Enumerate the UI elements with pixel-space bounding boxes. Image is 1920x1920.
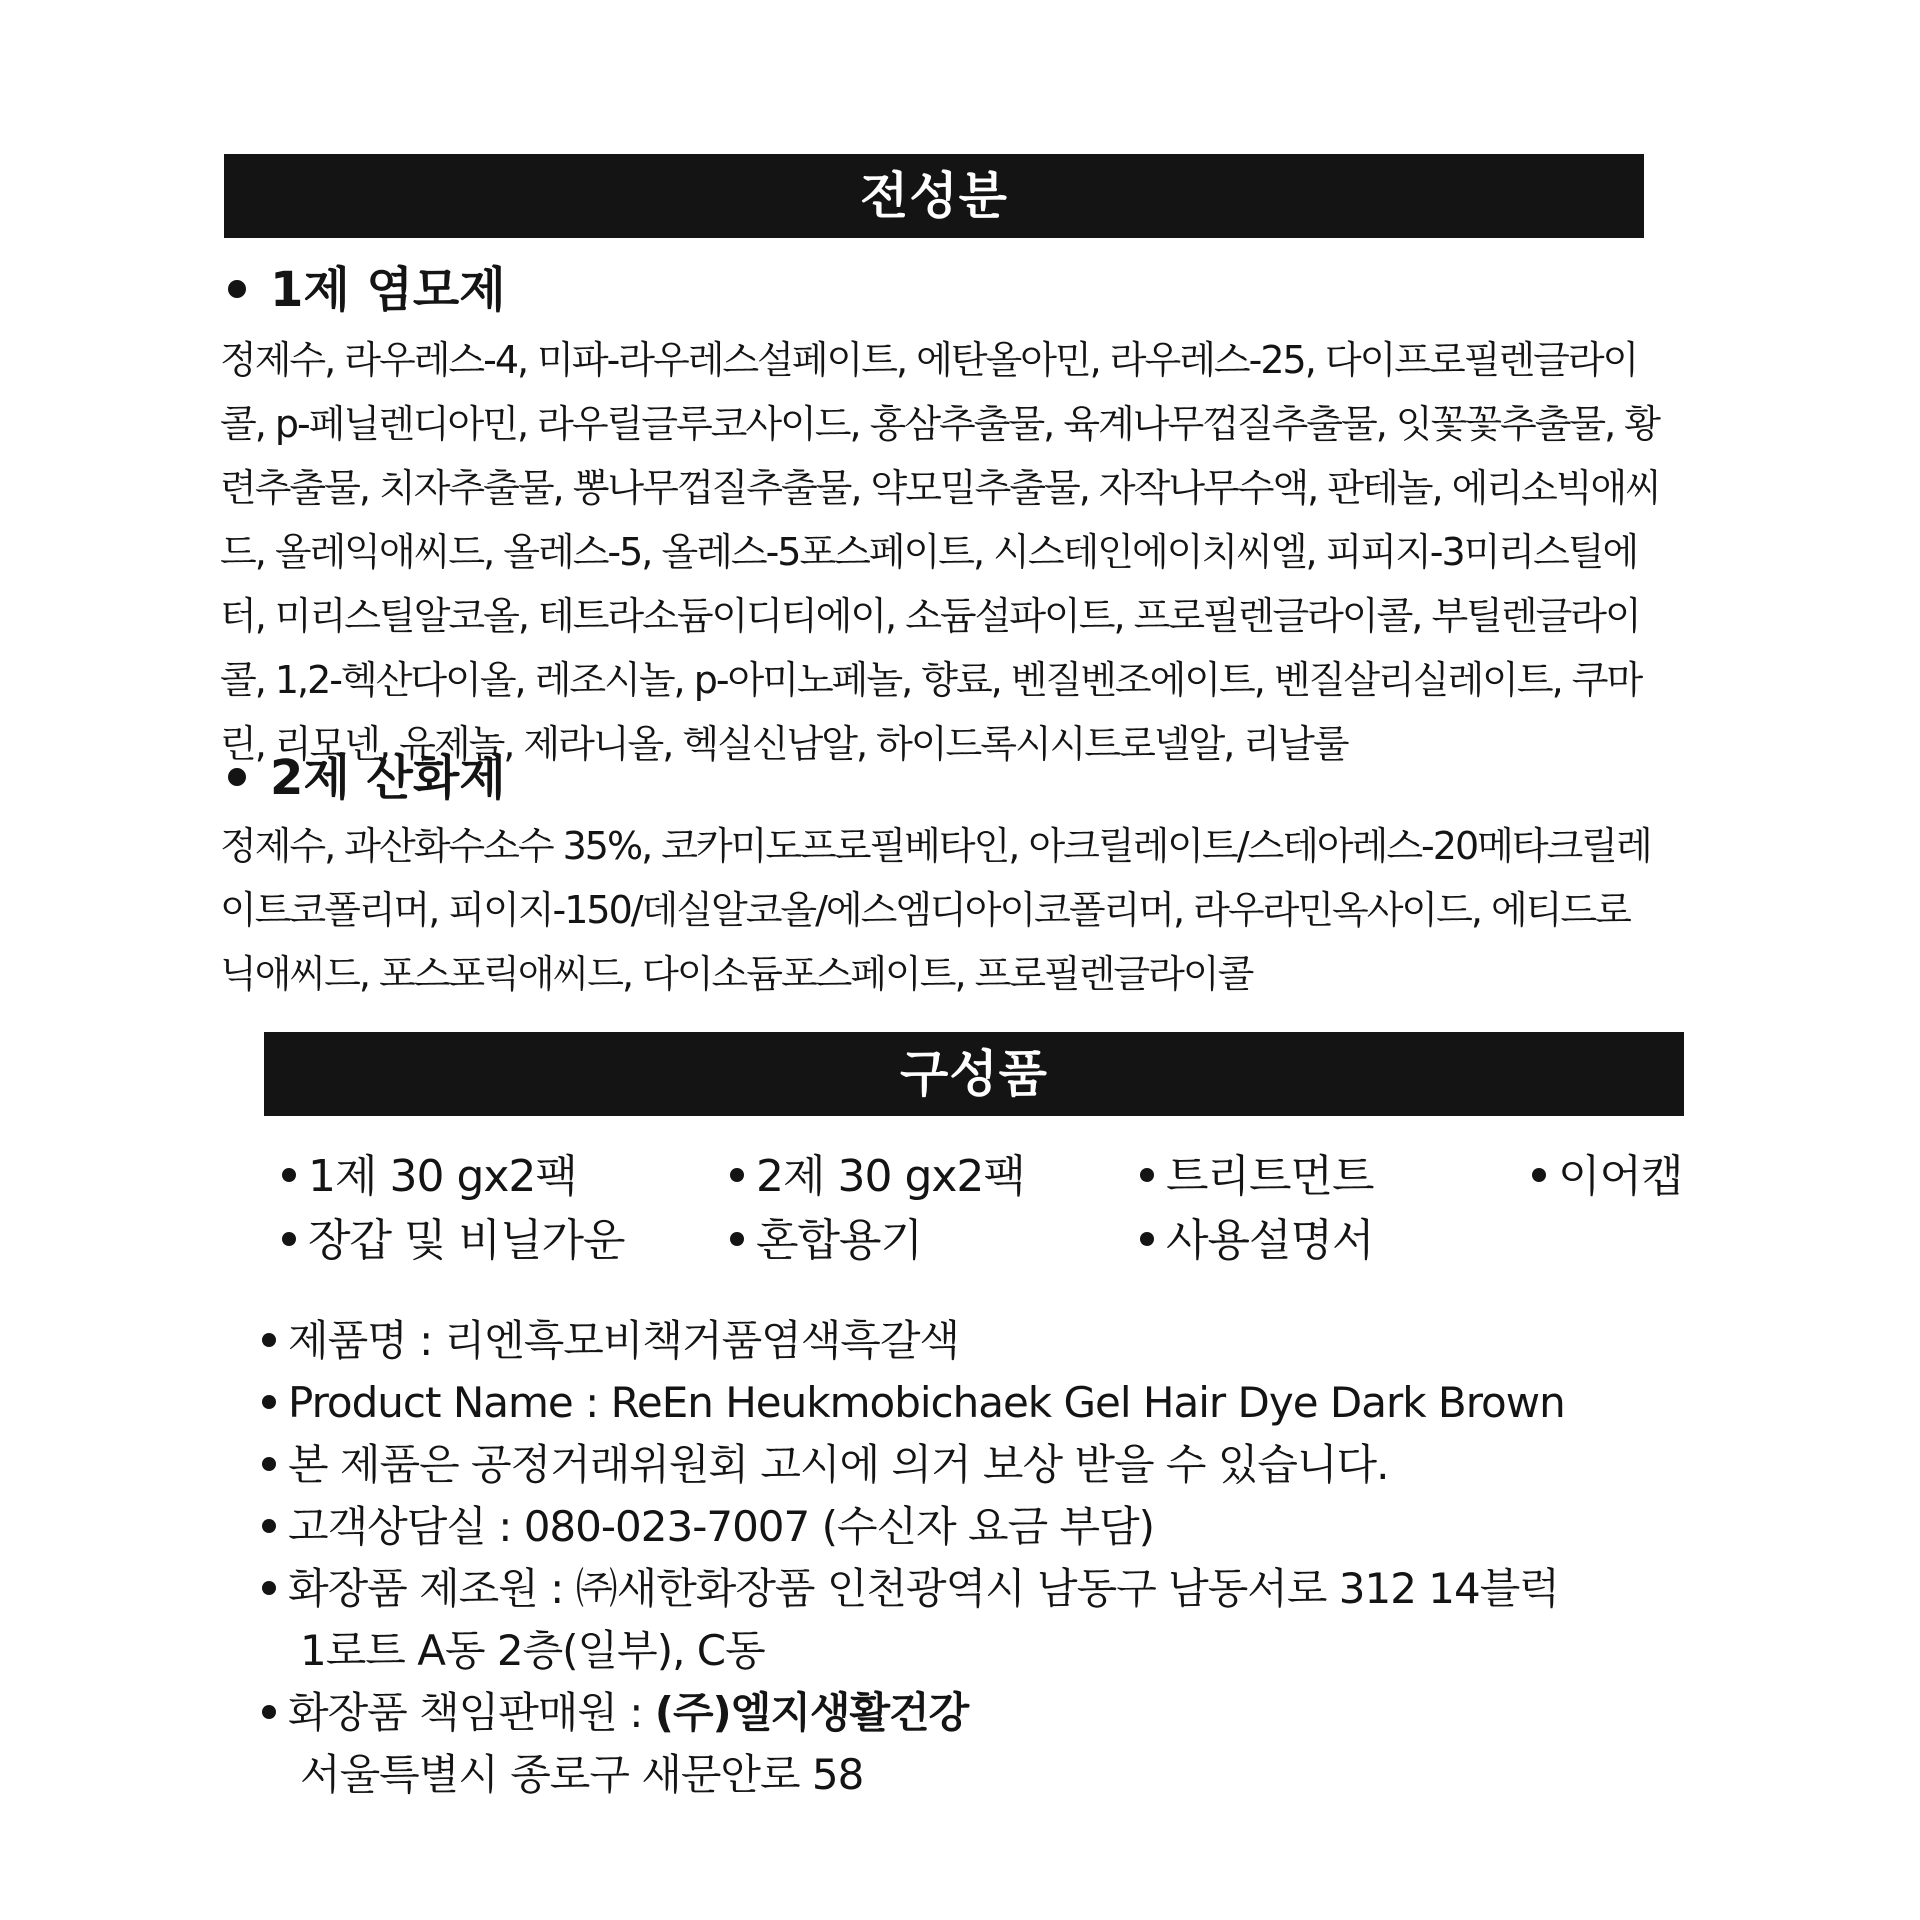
- bullet-icon: [730, 1232, 744, 1246]
- part1-ingredient-list: 정제수, 라우레스-4, 미파-라우레스설페이트, 에탄올아민, 라우레스-25, 다이프로필렌글라이콜, p-페닐렌디아민, 라우릴글루코사이드, 홍삼추출물, 육계나무껍질추출물, 잇꽃꽃추출물, 황련추출물, 치자추출물, 뽕나무껍질추출물, 약모밀추출물, 자작나무수액, 판테놀, 에리소빅애씨드, 올레익애씨드, 올레스-5, 올레스-5포스페이트, 시스테인에이치씨엘, 피피지-3미리스틸에터, 미리스틸알코올, 테트라소듐이디티에이, 소듐설파이트, 프로필렌글라이콜, 부틸렌글라이콜, 1,2-헥산다이올, 레조시놀, p-아미노페놀, 향료, 벤질벤조에이트, 벤질살리실레이트, 쿠마린, 리모넨, 유제놀, 제라니올, 헥실신남알, 하이드록시시트로넬알, 리날룰: [220, 338, 1660, 766]
- bullet-icon: [1532, 1168, 1546, 1182]
- bullet-icon: [1140, 1168, 1154, 1182]
- seller-name: (주)엘지생활건강: [654, 1688, 969, 1737]
- bullet-icon: [282, 1168, 296, 1182]
- components-header: 구성품: [264, 1032, 1684, 1116]
- bullet-icon: [228, 280, 246, 298]
- product-name-kr: 제품명 : 리엔흑모비책거품염색흑갈색: [262, 1310, 1682, 1372]
- component-item: 2제 30 gx2팩: [730, 1145, 1025, 1209]
- product-name-en: Product Name : ReEn Heukmobichaek Gel Hair Dye Dark Brown: [262, 1372, 1682, 1434]
- component-item: 트리트먼트: [1140, 1145, 1374, 1209]
- seller-address: 서울특별시 종로구 새문안로 58: [300, 1750, 864, 1799]
- part2-ingredient-list: 정제수, 과산화수소수 35%, 코카미도프로필베타인, 아크릴레이트/스테아레스-20메타크릴레이트코폴리머, 피이지-150/데실알코올/에스엠디아이코폴리머, 라우라민옥사이드, 에티드로닉애씨드, 포스포릭애씨드, 다이소듐포스페이트, 프로필렌글라이콜: [220, 824, 1651, 996]
- customer-center: 고객상담실 : 080-023-7007 (수신자 요금 부담): [262, 1496, 1682, 1558]
- part2-heading-text: 2제 산화제: [270, 750, 506, 806]
- bullet-icon: [262, 1333, 276, 1347]
- compensation-notice: 본 제품은 공정거래위원회 고시에 의거 보상 받을 수 있습니다.: [262, 1434, 1682, 1496]
- bullet-icon: [262, 1395, 276, 1409]
- components-list: [270, 1145, 1690, 1285]
- component-item: 이어캡: [1532, 1145, 1683, 1209]
- component-item: 혼합용기: [730, 1209, 922, 1273]
- manufacturer: [262, 1558, 1682, 1682]
- bullet-icon: [730, 1168, 744, 1182]
- manufacturer-name: ㈜새한화장품 인천광역시 남동구 남동서로 312 14블럭: [575, 1564, 1559, 1613]
- bullet-icon: [1140, 1232, 1154, 1246]
- part2-heading: [228, 746, 506, 810]
- component-item: 사용설명서: [1140, 1209, 1374, 1273]
- bullet-icon: [262, 1519, 276, 1533]
- product-info: [262, 1310, 1682, 1806]
- bullet-icon: [262, 1581, 276, 1595]
- bullet-icon: [262, 1705, 276, 1719]
- bullet-icon: [262, 1457, 276, 1471]
- part1-heading: [228, 258, 506, 322]
- ingredients-header: 전성분: [224, 154, 1644, 238]
- seller: [262, 1682, 1682, 1806]
- component-item: 1제 30 gx2팩: [282, 1145, 577, 1209]
- manufacturer-label: 화장품 제조원 :: [288, 1564, 576, 1613]
- part1-heading-text: 1제 염모제: [270, 262, 506, 318]
- manufacturer-address: 1로트 A동 2층(일부), C동: [300, 1626, 765, 1675]
- component-item: 장갑 및 비닐가운: [282, 1209, 625, 1273]
- seller-label: 화장품 책임판매원 :: [288, 1688, 655, 1737]
- bullet-icon: [282, 1232, 296, 1246]
- bullet-icon: [228, 768, 246, 786]
